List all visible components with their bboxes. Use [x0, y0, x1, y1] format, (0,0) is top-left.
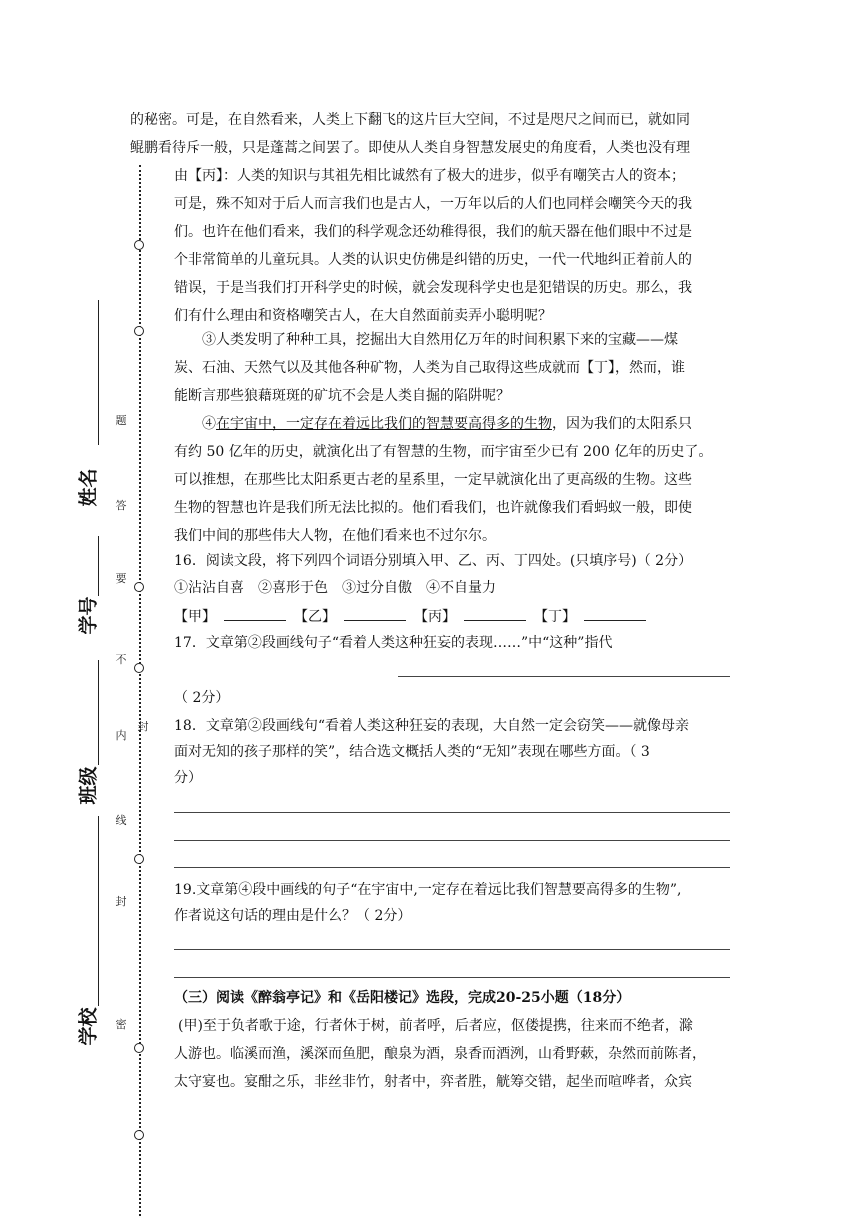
- answer-line[interactable]: [398, 676, 730, 677]
- paragraph-4-number: ④: [202, 416, 216, 432]
- paragraph-4-text: ，因为我们的太阳系只: [552, 416, 692, 432]
- question-16-options: ①沾沾自喜 ②喜形于色 ③过分自傲 ④不自量力: [174, 580, 496, 596]
- blank-label: 【乙】: [294, 609, 336, 625]
- passage-line: 们有什么理由和资格嘲笑古人，在大自然面前卖弄小聪明呢？: [174, 308, 552, 324]
- binding-char: 内: [115, 729, 127, 742]
- paragraph-4-line: 我们中间的那些伟大人物，在他们看来也不过尔尔。: [174, 528, 496, 544]
- passage-line: 个非常简单的儿童玩具。人类的认识史仿佛是纠错的历史，一代一代地纠正着前人的: [174, 252, 692, 268]
- school-line: [98, 816, 99, 1006]
- passage-line: 由【丙】：人类的知识与其祖先相比诚然有了极大的进步，似乎有嘲笑古人的资本；: [174, 168, 685, 184]
- binding-char: 答: [115, 499, 127, 512]
- question-16: 16．阅读文段，将下列四个词语分别填入甲、乙、丙、丁四处。(只填序号)（ 2分）: [174, 553, 693, 569]
- passage-line: 错误，于是当我们打开科学史的时候，就会发现科学史也是犯错误的历史。那么，我: [174, 280, 692, 296]
- answer-line[interactable]: [174, 840, 730, 841]
- answer-blank[interactable]: [224, 606, 286, 621]
- passage-line: 可是，殊不知对于后人而言我们也是古人，一万年以后的人们也同样会嘲笑今天的我: [174, 196, 692, 212]
- school-label: 学校: [77, 1007, 100, 1046]
- paragraph-4-line: 有约 50 亿年的历史，就演化出了有智慧的生物，而宇宙至少已有 200 亿年的历史了。: [174, 444, 713, 460]
- name-line: [98, 300, 99, 445]
- question-18: 分）: [174, 770, 202, 786]
- question-19: 19.文章第④段中画线的句子“在宇宙中,一定存在着远比我们智慧要高得多的生物”,: [174, 882, 682, 898]
- underlined-phrase: 我们的智慧要高得多的生物: [384, 416, 552, 432]
- section-3-heading: （三）阅读《醉翁亭记》和《岳阳楼记》选段，完成20-25小题（18分）: [174, 990, 631, 1006]
- paragraph-4-line: 可以推想，在那些比太阳系更古老的星系里，一定早就演化出了更高级的生物。这些: [174, 472, 692, 488]
- binding-char: 题: [115, 414, 127, 427]
- blank-label: 【丙】: [414, 609, 456, 625]
- answer-line[interactable]: [174, 977, 730, 978]
- class-label: 班级: [77, 766, 100, 805]
- binding-char: 密: [115, 1018, 127, 1031]
- binding-char: 封: [115, 895, 127, 908]
- binding-dotted-line: [139, 165, 141, 1216]
- student-id-label: 学号: [77, 596, 100, 635]
- answer-line[interactable]: [174, 812, 730, 813]
- passage-line: 们。也许在他们看来，我们的科学观念还幼稚得很，我们的航天器在他们眼中不过是: [174, 224, 692, 240]
- name-label: 姓名: [77, 468, 100, 507]
- section-3-text: (甲)至于负者歌于途，行者休于树，前者呼，后者应，伛偻提携，往来而不绝者，滁: [178, 1018, 693, 1034]
- question-18: 18．文章第②段画线句“看着人类这种狂妄的表现，大自然一定会窃笑——就像母亲: [174, 718, 689, 734]
- paragraph-4-line: [202, 414, 692, 434]
- paragraph-3-line: ③人类发明了种种工具，挖掘出大自然用亿万年的时间积累下来的宝藏——煤: [202, 332, 678, 348]
- passage-line: 鲲鹏看待斥一般，只是蓬蒿之间罢了。即使从人类自身智慧发展史的角度看，人类也没有理: [130, 140, 690, 156]
- question-19: 作者说这句话的理由是什么？（ 2分）: [174, 908, 412, 924]
- paragraph-4-line: 生物的智慧也许是我们所无法比拟的。他们看我们，也许就像我们看蚂蚁一般，即使: [174, 500, 692, 516]
- binding-hole: [134, 326, 144, 336]
- section-3-text: 太守宴也。宴酣之乐，非丝非竹，射者中，弈者胜，觥筹交错，起坐而喧哗者，众宾: [174, 1074, 692, 1090]
- blank-label: 【丁】: [534, 609, 576, 625]
- binding-char: 封: [137, 720, 149, 733]
- binding-hole: [134, 582, 144, 592]
- question-17-score: （ 2分）: [174, 690, 230, 706]
- question-17: 17．文章第②段画线句子“看着人类这种狂妄的表现……”中“这种”指代: [174, 635, 613, 651]
- class-line: [98, 660, 99, 765]
- answer-blank[interactable]: [344, 606, 406, 621]
- answer-line[interactable]: [174, 949, 730, 950]
- blank-label: 【甲】: [174, 609, 216, 625]
- answer-blank[interactable]: [464, 606, 526, 621]
- binding-char: 要: [115, 572, 127, 585]
- answer-line[interactable]: [174, 867, 730, 868]
- answer-blank[interactable]: [584, 606, 646, 621]
- binding-hole: [134, 854, 144, 864]
- question-16-blanks: [174, 606, 654, 627]
- binding-hole: [134, 1130, 144, 1140]
- binding-hole: [134, 240, 144, 250]
- underlined-phrase: 在宇宙中，一定存在着远比: [216, 416, 384, 432]
- binding-char: 不: [115, 653, 127, 666]
- paragraph-3-line: 能断言那些狼藉斑斑的矿坑不会是人类自掘的陷阱呢？: [174, 388, 510, 404]
- section-3-text: 人游也。临溪而渔，溪深而鱼肥，酿泉为酒，泉香而酒洌，山肴野蔌，杂然而前陈者，: [174, 1046, 706, 1062]
- paragraph-3-line: 炭、石油、天然气以及其他各种矿物，人类为自己取得这些成就而【丁】，然而，谁: [174, 360, 685, 376]
- binding-hole: [134, 663, 144, 673]
- student-id-line: [98, 536, 99, 596]
- binding-char: 线: [115, 814, 127, 827]
- question-18: 面对无知的孩子那样的笑”，结合选文概括人类的“无知”表现在哪些方面。（ 3: [174, 744, 650, 760]
- binding-hole: [134, 1043, 144, 1053]
- passage-line: 的秘密。可是，在自然看来，人类上下翻飞的这片巨大空间，不过是咫尺之间而已，就如同: [130, 112, 690, 128]
